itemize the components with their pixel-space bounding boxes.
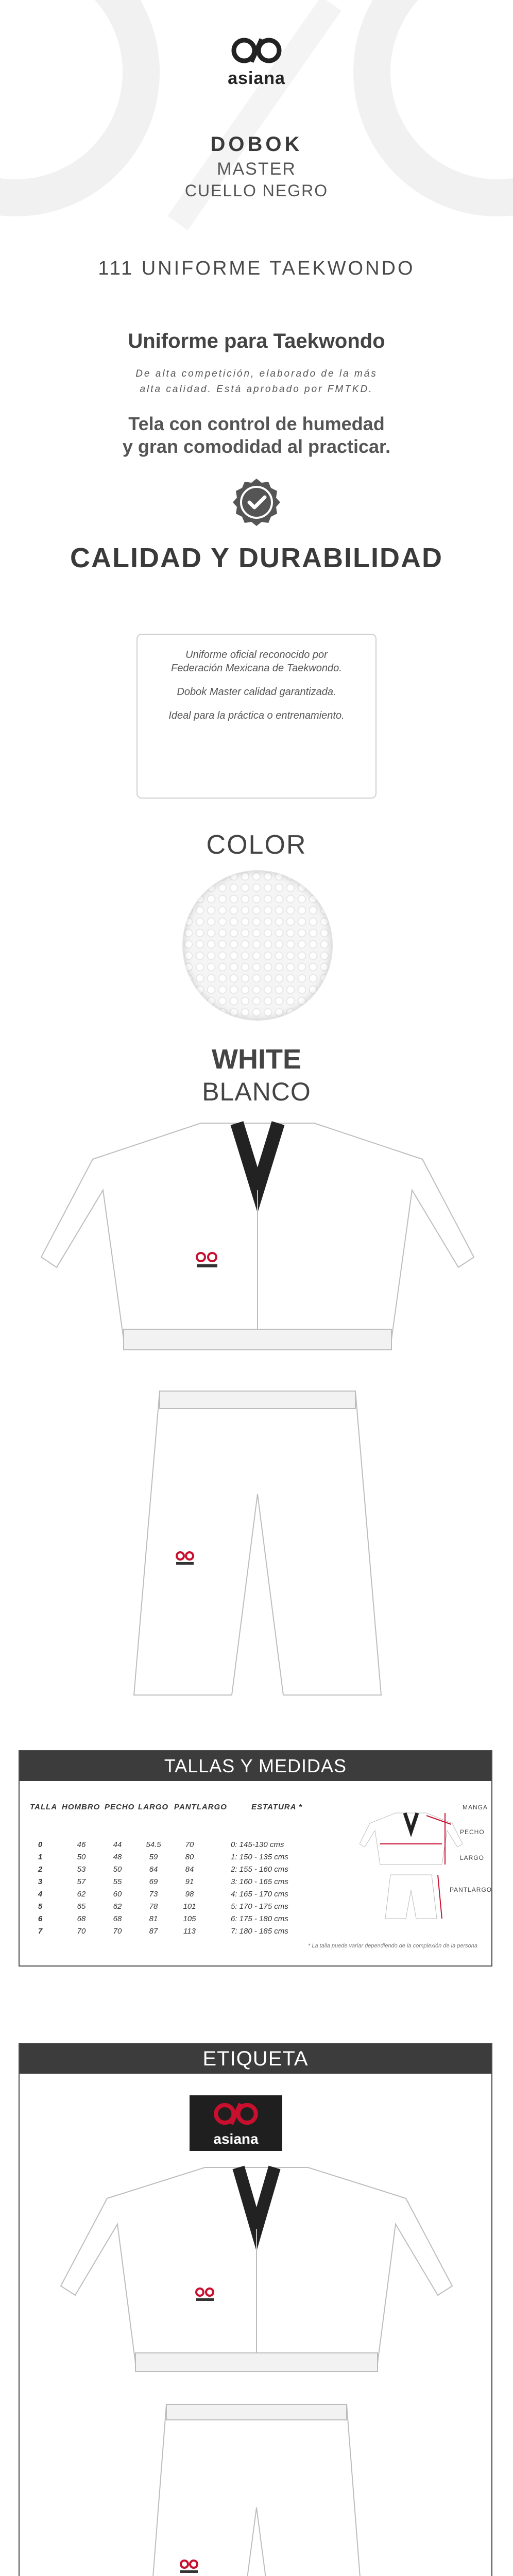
size-col-largo <box>133 1839 174 1938</box>
size-cell-largo: 64 <box>149 1865 158 1874</box>
size-cell-largo: 78 <box>149 1902 158 1911</box>
size-header: PECHO <box>105 1803 135 1811</box>
size-cell-talla: 4 <box>38 1890 43 1899</box>
size-cell-talla: 7 <box>38 1927 43 1936</box>
intro-desc-line: De alta competición, elaborado de la más <box>135 368 378 379</box>
size-cell-largo: 54.5 <box>146 1840 161 1849</box>
info-box-text: Dobok Master calidad garantizada. <box>177 686 336 698</box>
intro-feature-line: y gran comodidad al practicar. <box>122 436 391 457</box>
size-cell-pantlargo: 105 <box>183 1914 196 1923</box>
size-cell-pecho: 68 <box>113 1914 122 1923</box>
size-cell-pecho: 44 <box>113 1840 122 1849</box>
size-cell-hombro: 57 <box>77 1877 86 1886</box>
size-cell-estatura: 3: 160 - 165 cms <box>231 1877 288 1886</box>
fabric-swatch <box>183 871 332 1020</box>
label-uniform-illustration <box>40 2157 473 2576</box>
quality-badge-icon <box>231 477 282 528</box>
intro-heading: Uniforme para Taekwondo <box>128 330 385 352</box>
size-cell-hombro: 53 <box>77 1865 86 1874</box>
tag-logo-icon <box>213 2100 259 2127</box>
product-line: MASTER <box>217 159 296 179</box>
size-cell-hombro: 65 <box>77 1902 86 1911</box>
brand-logo-icon <box>231 36 282 65</box>
tag-logo-text: asiana <box>213 2131 259 2147</box>
hero-banner <box>0 0 513 242</box>
size-col-hombro <box>61 1839 102 1938</box>
size-cell-estatura: 6: 175 - 180 cms <box>231 1914 288 1923</box>
product-title <box>0 133 513 200</box>
size-cell-hombro: 46 <box>77 1840 86 1849</box>
intro-description <box>0 366 513 397</box>
size-header: ESTATURA * <box>251 1803 302 1811</box>
size-header: PANTLARGO <box>174 1803 227 1811</box>
size-col-pantlargo <box>169 1839 210 1938</box>
size-cell-hombro: 62 <box>77 1890 86 1899</box>
size-cell-largo: 59 <box>149 1853 158 1861</box>
size-cell-largo: 81 <box>149 1914 158 1923</box>
jacket-drawing <box>41 1123 474 1350</box>
size-diagram <box>360 1808 463 1921</box>
pants-drawing <box>134 1391 381 1695</box>
size-header: TALLA <box>30 1803 58 1811</box>
product-variant: CUELLO NEGRO <box>184 181 329 200</box>
size-cell-pantlargo: 84 <box>185 1865 194 1874</box>
label-section <box>19 2043 492 2576</box>
quality-title: CALIDAD Y DURABILIDAD <box>70 543 443 573</box>
size-cell-pecho: 60 <box>113 1890 122 1899</box>
info-box <box>136 634 377 799</box>
brand-logo <box>0 36 513 89</box>
size-col-pecho <box>97 1839 138 1938</box>
color-name-en: WHITE <box>212 1044 301 1075</box>
label-section-title: ETIQUETA <box>20 2044 491 2074</box>
size-cell-pantlargo: 113 <box>183 1927 196 1936</box>
size-cell-pantlargo: 80 <box>185 1853 194 1861</box>
size-label-largo: LARGO <box>460 1854 485 1861</box>
size-cell-pantlargo: 101 <box>183 1902 196 1911</box>
color-name-es: BLANCO <box>202 1077 311 1106</box>
size-cell-pecho: 55 <box>113 1877 122 1886</box>
size-cell-pantlargo: 70 <box>185 1840 194 1849</box>
brand-logo-text: asiana <box>228 69 285 88</box>
size-note: * La talla puede variar dependiendo de la complexión de la persona <box>308 1943 478 1949</box>
size-cell-hombro: 50 <box>77 1853 86 1861</box>
size-label-pantlargo: PANTLARGO <box>450 1886 492 1893</box>
size-cell-estatura: 0: 145-130 cms <box>231 1840 284 1849</box>
tag-logo <box>190 2095 282 2151</box>
info-box-text: Ideal para la práctica o entrenamiento. <box>168 710 345 721</box>
size-cell-pantlargo: 98 <box>185 1890 194 1899</box>
info-box-text: Uniforme oficial reconocido por Federación Mexicana de Taekwondo. <box>171 649 342 674</box>
size-cell-estatura: 1: 150 - 135 cms <box>231 1853 288 1861</box>
intro-feature-line: Tela con control de humedad <box>128 413 385 434</box>
size-cell-largo: 87 <box>149 1927 158 1936</box>
size-cell-hombro: 68 <box>77 1914 86 1923</box>
intro-desc-line: alta calidad. Está aprobado por FMTKD. <box>140 384 373 395</box>
intro-section <box>0 330 513 458</box>
size-cell-talla: 0 <box>38 1840 43 1849</box>
size-cell-largo: 69 <box>149 1877 158 1886</box>
product-name: DOBOK <box>210 133 303 156</box>
size-cell-estatura: 2: 155 - 160 cms <box>231 1865 288 1874</box>
size-cell-hombro: 70 <box>77 1927 86 1936</box>
size-cell-talla: 2 <box>38 1865 43 1874</box>
size-cell-estatura: 7: 180 - 185 cms <box>231 1927 288 1936</box>
size-cell-talla: 5 <box>38 1902 43 1911</box>
size-chart-title: TALLAS Y MEDIDAS <box>20 1751 491 1781</box>
size-cell-pantlargo: 91 <box>185 1877 194 1886</box>
size-col-talla <box>30 1839 50 1938</box>
size-cell-largo: 73 <box>149 1890 158 1899</box>
size-chart <box>19 1750 492 1967</box>
size-label-pecho: PECHO <box>460 1828 485 1836</box>
size-cell-talla: 6 <box>38 1914 43 1923</box>
size-cell-pecho: 50 <box>113 1865 122 1874</box>
size-header: HOMBRO <box>62 1803 100 1811</box>
size-cell-pecho: 62 <box>113 1902 122 1911</box>
uniform-illustration <box>31 1103 484 1721</box>
intro-feature <box>0 413 513 458</box>
size-label-manga: MANGA <box>463 1804 488 1811</box>
size-cell-estatura: 4: 165 - 170 cms <box>231 1890 288 1899</box>
size-cell-talla: 3 <box>38 1877 43 1886</box>
size-cell-estatura: 5: 170 - 175 cms <box>231 1902 288 1911</box>
product-code: 111 UNIFORME TAEKWONDO <box>98 258 415 279</box>
size-cell-talla: 1 <box>38 1853 43 1861</box>
color-label: COLOR <box>206 830 307 860</box>
size-col-estatura <box>231 1839 323 1938</box>
size-cell-pecho: 70 <box>113 1927 122 1936</box>
size-cell-pecho: 48 <box>113 1853 122 1861</box>
size-header: LARGO <box>138 1803 169 1811</box>
